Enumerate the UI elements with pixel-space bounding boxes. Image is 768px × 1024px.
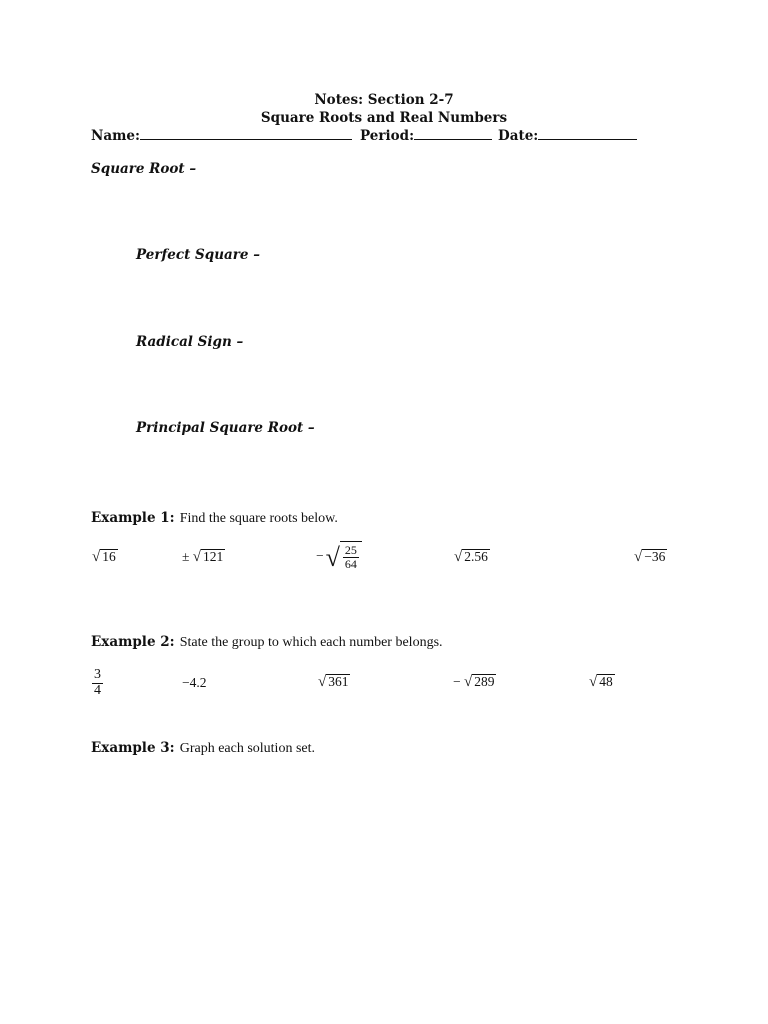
example1-item-c: − √ $\frac{25}{64}$ <box>316 541 362 571</box>
example1-item-d <box>454 549 490 565</box>
date-label: Date: <box>498 128 539 144</box>
date-field-row <box>498 127 637 144</box>
example2-item-d: − √ 289 <box>453 674 495 690</box>
term-square-root: Square Root – <box>91 161 197 177</box>
page-title: Notes: Section 2-7 <box>314 92 454 108</box>
name-field-row <box>91 127 352 144</box>
radical: √ 16 <box>92 549 116 565</box>
term-perfect-square: Perfect Square – <box>136 247 260 263</box>
date-blank[interactable] <box>538 127 637 140</box>
page-subtitle: Square Roots and Real Numbers <box>260 110 508 126</box>
name-label: Name: <box>91 128 140 144</box>
radical: √ 289 <box>464 674 495 690</box>
term-radical-sign: Radical Sign – <box>136 334 244 350</box>
name-blank[interactable] <box>140 127 352 140</box>
radical-sign-icon: √ <box>92 549 101 565</box>
period-blank[interactable] <box>414 127 492 140</box>
example1-item-a <box>92 549 118 565</box>
example1-label: Example 1: <box>91 510 175 526</box>
example1-item-b: ± √ 121 <box>182 549 224 565</box>
term-principal-square-root: Principal Square Root – <box>136 420 315 436</box>
radical: √ 361 <box>318 674 349 690</box>
example3-label: Example 3: <box>91 740 175 756</box>
example1-instructions: Find the square roots below. <box>179 511 338 526</box>
radical: √ $\frac{25}{64}$ <box>326 541 362 571</box>
radical-sign-icon: √ <box>192 549 202 565</box>
radical: √ 48 <box>589 674 613 690</box>
example2-label: Example 2: <box>91 634 175 650</box>
example2-item-b: −4.2 <box>182 675 207 690</box>
radical-sign-icon: √ <box>325 543 340 573</box>
example2-instructions: State the group to which each number belongs. <box>179 635 443 650</box>
radical: √ −36 <box>634 549 666 565</box>
radical-sign-icon: √ <box>454 549 463 565</box>
radical: √ 121 <box>192 549 224 565</box>
radical-sign-icon: √ <box>318 674 327 690</box>
example3-heading <box>91 737 315 757</box>
period-label: Period: <box>360 128 415 144</box>
radical-sign-icon: √ <box>589 674 598 690</box>
radical-sign-icon: √ <box>634 549 643 565</box>
example3-instructions: Graph each solution set. <box>179 741 315 756</box>
example2-heading <box>91 631 443 651</box>
radical-sign-icon: √ <box>464 674 473 690</box>
example1-heading <box>91 507 338 527</box>
example2-item-e <box>589 674 615 690</box>
example1-item-e <box>634 549 667 565</box>
radical: √ 2.56 <box>454 549 488 565</box>
example2-item-c <box>318 674 350 690</box>
example2-item-a: $\frac{3}{4}$ <box>94 667 101 698</box>
period-field-row <box>360 127 492 144</box>
